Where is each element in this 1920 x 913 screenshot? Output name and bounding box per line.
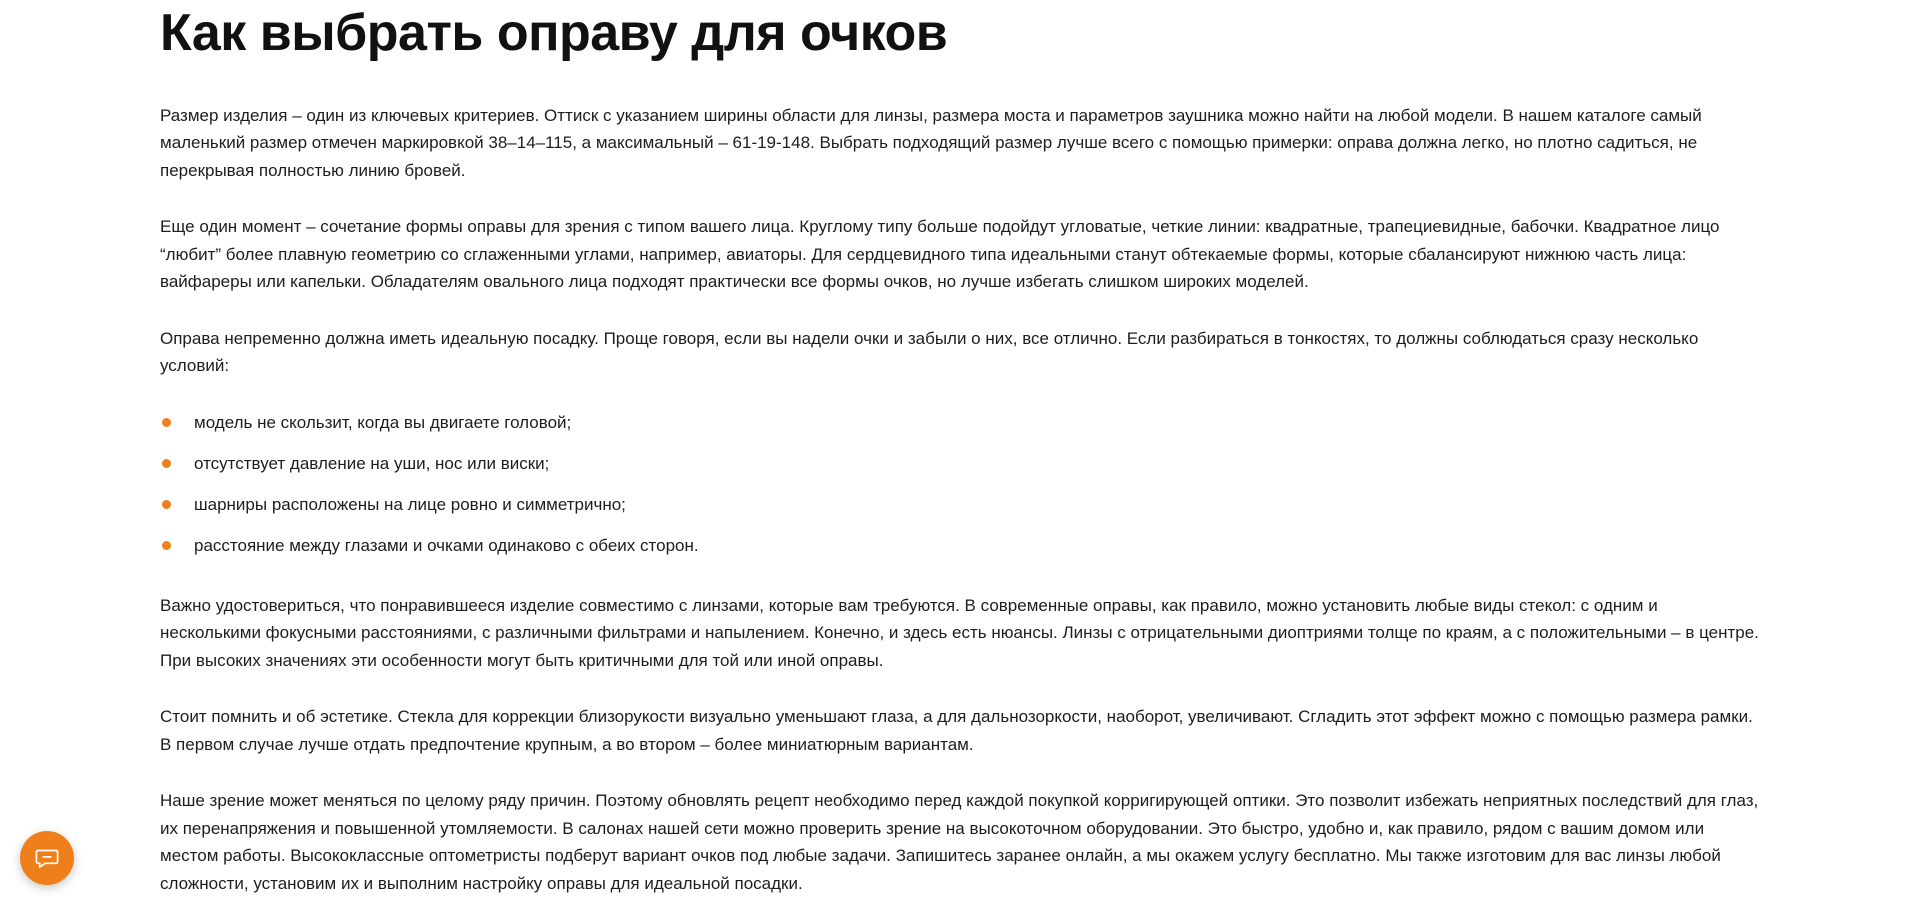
page-title: Как выбрать оправу для очков bbox=[160, 4, 948, 62]
chat-widget-button[interactable] bbox=[20, 831, 74, 885]
list-item bbox=[160, 532, 1760, 559]
list-item-label: модель не скользит, когда вы двигаете головой; bbox=[194, 412, 572, 432]
body-paragraph-2: Стоит помнить и об эстетике. Стекла для коррекции близорукости визуально уменьшают глаза, а для дальнозоркости, наоборот, увеличивают. Сгладить этот эффект можно с помощью размера рамки. В первом случае лучше отдать предпочтение крупным, а во втором – более миниатюрным вариантам. bbox=[160, 707, 1753, 754]
intro-paragraph-1: Размер изделия – один из ключевых критериев. Оттиск с указанием ширины области для линзы, размера моста и параметров заушника можно найти на любой модели. В нашем каталоге самый маленький размер отмечен маркировкой 38–14–115, а максимальный – 61-19-148. Выбрать подходящий размер лучше всего с помощью примерки: оправа должна легко, но плотно садиться, не перекрывая полностью линию бровей. bbox=[160, 105, 1702, 180]
list-item bbox=[160, 409, 1760, 436]
article-body bbox=[160, 102, 1760, 898]
bullet-dot-icon bbox=[162, 459, 171, 468]
intro-paragraph-2: Еще один момент – сочетание формы оправы для зрения с типом вашего лица. Круглому типу больше подойдут угловатые, четкие линии: квадратные, трапециевидные, бабочки. Квадратное лицо “любит” более плавную геометрию со сглаженными углами, например, авиаторы. Для сердцевидного типа идеальными станут обтекаемые формы, которые сбалансируют нижнюю часть лица: вайфареры или капельки. Обладателям овального лица подходят практически все формы очков, но лучше избегать слишком широких моделей. bbox=[160, 217, 1720, 292]
list-item bbox=[160, 491, 1760, 518]
bullet-dot-icon bbox=[162, 541, 171, 550]
list-item-label: отсутствует давление на уши, нос или виски; bbox=[194, 453, 550, 473]
list-item-label: шарниры расположены на лице ровно и симметрично; bbox=[194, 494, 626, 514]
bullet-dot-icon bbox=[162, 500, 171, 509]
list-item bbox=[160, 450, 1760, 477]
chat-bubble-icon bbox=[34, 845, 60, 871]
body-paragraph-3: Наше зрение может меняться по целому ряду причин. Поэтому обновлять рецепт необходимо перед каждой покупкой корригирующей оптики. Это позволит избежать неприятных последствий для глаз, их перенапряжения и повышенной утомляемости. В салонах нашей сети можно проверить зрение на высокоточном оборудовании. Это быстро, удобно и, как правило, рядом с вашим домом или местом работы. Высококлассные оптометристы подберут вариант очков под любые задачи. Запишитесь заранее онлайн, а мы окажем услугу бесплатно. Мы также изготовим для вас линзы любой сложности, установим их и выполним настройку оправы для идеальной посадки. bbox=[160, 791, 1759, 893]
intro-paragraph-3: Оправа непременно должна иметь идеальную посадку. Проще говоря, если вы надели очки и забыли о них, все отлично. Если разбираться в тонкостях, то должны соблюдаться сразу несколько условий: bbox=[160, 328, 1699, 376]
bullet-dot-icon bbox=[162, 418, 171, 427]
list-item-label: расстояние между глазами и очками одинаково с обеих сторон. bbox=[194, 535, 699, 555]
body-paragraph-1: Важно удостовериться, что понравившееся изделие совместимо с линзами, которые вам требуются. В современные оправы, как правило, можно установить любые виды стекол: с одним и несколькими фокусными расстояниями, с различными фильтрами и напылением. Конечно, и здесь есть нюансы. Линзы с отрицательными диоптриями толще по краям, а с положительными – в центре. При высоких значениях эти особенности могут быть критичными для той или иной оправы. bbox=[160, 595, 1759, 670]
fit-conditions-list bbox=[160, 409, 1760, 559]
